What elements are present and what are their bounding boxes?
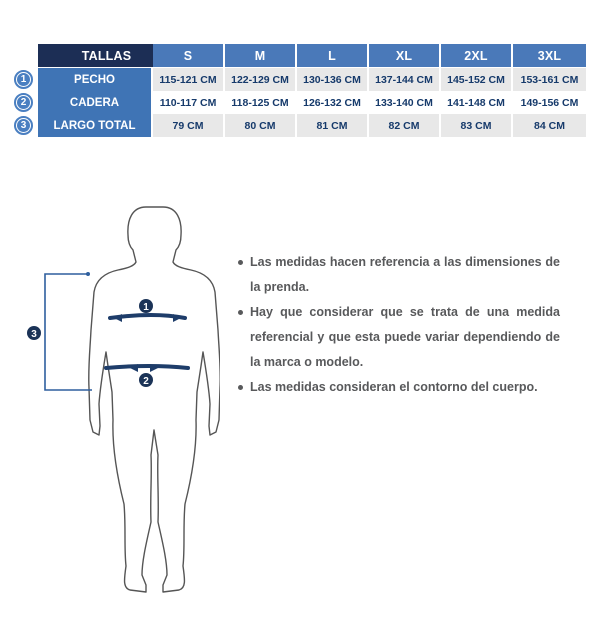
note-text: Hay que considerar que se trata de una medida referencial y que esta puede variar dependiendo de la marca o modelo. bbox=[250, 305, 560, 369]
row-label-cadera: CADERA bbox=[38, 91, 151, 114]
table-row bbox=[14, 68, 586, 91]
row-label-pecho: PECHO bbox=[38, 68, 151, 91]
marker-2 bbox=[139, 373, 153, 387]
table-cell: 81 CM bbox=[297, 114, 367, 137]
row-number-badge: 3 bbox=[14, 116, 33, 135]
length-bracket bbox=[45, 274, 92, 390]
table-cell: 82 CM bbox=[369, 114, 439, 137]
body-outline bbox=[89, 207, 220, 592]
table-cell: 145-152 CM bbox=[441, 68, 511, 91]
table-cell: 130-136 CM bbox=[297, 68, 367, 91]
size-header-3xl: 3XL bbox=[513, 44, 586, 67]
size-header-xl: XL bbox=[369, 44, 439, 67]
note-text: Las medidas consideran el contorno del cuerpo. bbox=[250, 380, 538, 394]
table-cell: 126-132 CM bbox=[297, 91, 367, 114]
bullet-icon bbox=[238, 385, 243, 390]
marker-3 bbox=[27, 326, 41, 340]
table-row bbox=[14, 91, 586, 114]
measurement-notes bbox=[238, 250, 560, 400]
bullet-icon bbox=[238, 260, 243, 265]
table-cell: 110-117 CM bbox=[153, 91, 223, 114]
size-table bbox=[14, 44, 586, 137]
size-header-l: L bbox=[297, 44, 367, 67]
table-cell: 83 CM bbox=[441, 114, 511, 137]
svg-text:1: 1 bbox=[143, 302, 149, 313]
note-item bbox=[238, 250, 560, 300]
table-cell: 133-140 CM bbox=[369, 91, 439, 114]
marker-1 bbox=[139, 299, 153, 313]
table-cell: 137-144 CM bbox=[369, 68, 439, 91]
table-cell: 122-129 CM bbox=[225, 68, 295, 91]
table-cell: 118-125 CM bbox=[225, 91, 295, 114]
note-text: Las medidas hacen referencia a las dimensiones de la prenda. bbox=[250, 255, 560, 294]
hip-measure-line bbox=[106, 366, 188, 368]
svg-text:3: 3 bbox=[31, 329, 37, 340]
table-cell: 115-121 CM bbox=[153, 68, 223, 91]
bracket-dot bbox=[86, 272, 90, 276]
bullet-icon bbox=[238, 310, 243, 315]
size-header-row bbox=[14, 44, 586, 67]
table-cell: 153-161 CM bbox=[513, 68, 586, 91]
table-cell: 149-156 CM bbox=[513, 91, 586, 114]
table-row bbox=[14, 114, 586, 137]
row-label-largo-total: LARGO TOTAL bbox=[38, 114, 151, 137]
table-cell: 80 CM bbox=[225, 114, 295, 137]
table-cell: 79 CM bbox=[153, 114, 223, 137]
size-header-s: S bbox=[153, 44, 223, 67]
note-item bbox=[238, 375, 560, 400]
size-header-m: M bbox=[225, 44, 295, 67]
tallas-header: TALLAS bbox=[38, 44, 175, 67]
row-number-badge: 2 bbox=[14, 93, 33, 112]
table-cell: 141-148 CM bbox=[441, 91, 511, 114]
svg-text:2: 2 bbox=[143, 376, 149, 387]
row-number-badge: 1 bbox=[14, 70, 33, 89]
note-item bbox=[238, 300, 560, 375]
table-cell: 84 CM bbox=[513, 114, 586, 137]
size-header-2xl: 2XL bbox=[441, 44, 511, 67]
body-silhouette-figure bbox=[0, 195, 220, 605]
